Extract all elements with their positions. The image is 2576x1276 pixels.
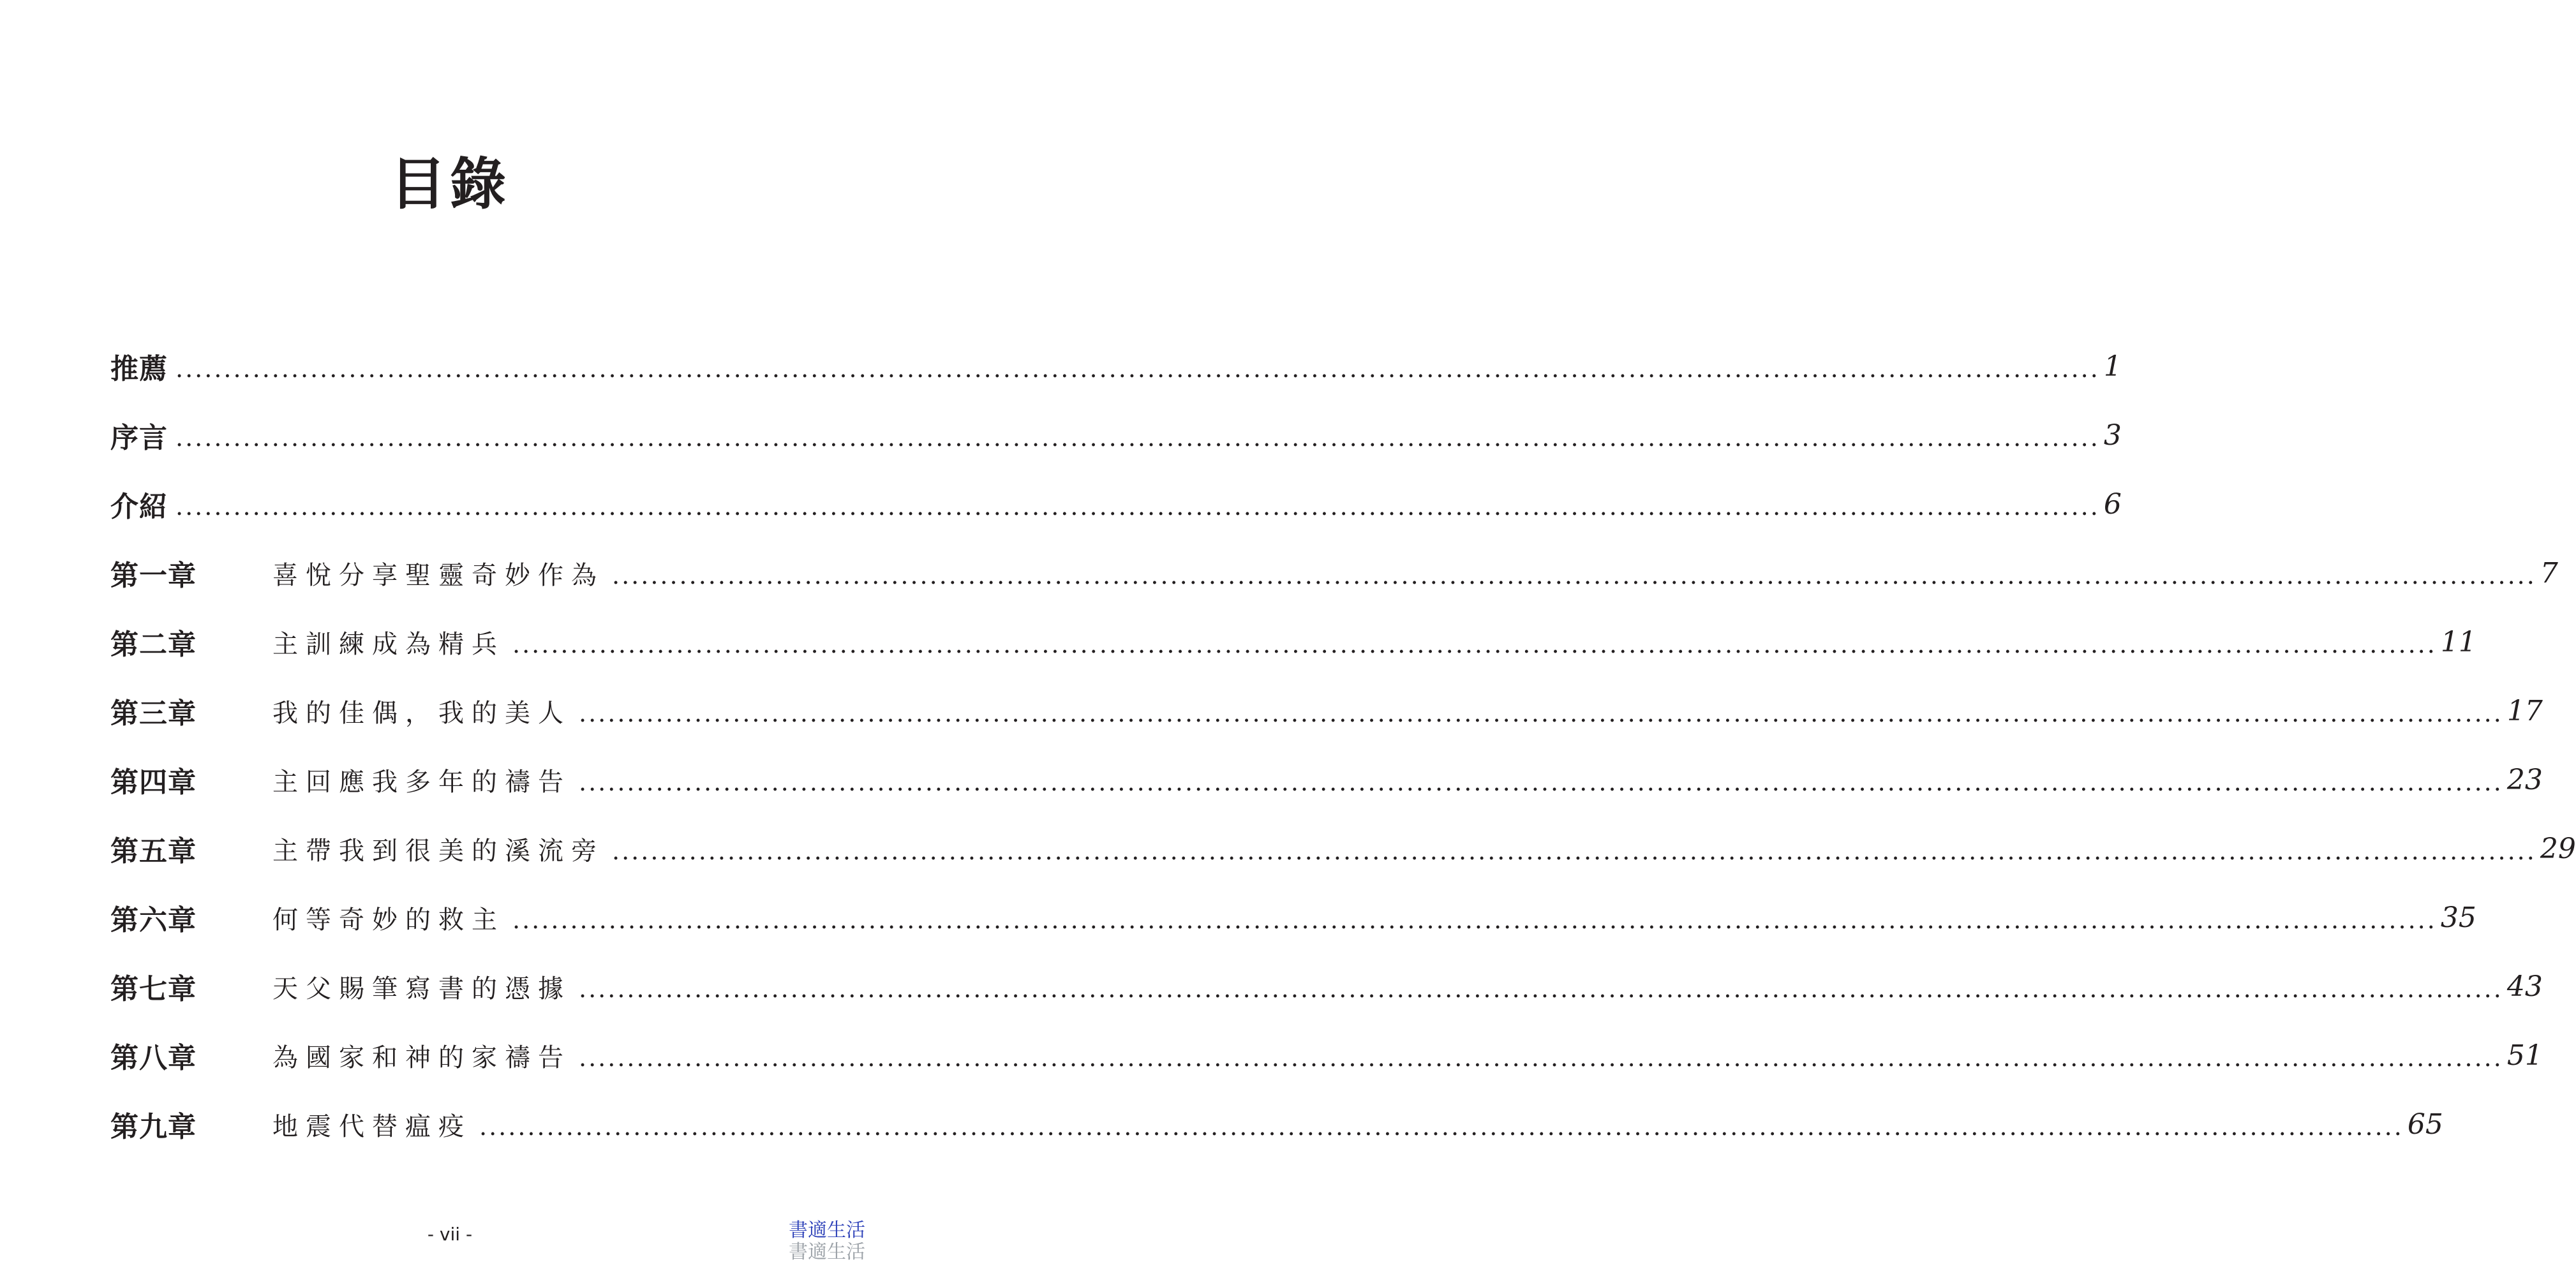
- toc-label: 介紹: [110, 491, 168, 523]
- leader-dots: ........................................................................................................................................................................................................: [612, 837, 2536, 865]
- toc-page-number: 51: [2506, 1039, 2543, 1072]
- toc-entry-title: 主帶我到很美的溪流旁: [272, 836, 604, 866]
- leader-dots: ........................................................................................................................................................................................................: [175, 355, 2100, 383]
- toc-page-number: 35: [2440, 901, 2476, 934]
- leader-dots: ........................................................................................................................................................................................................: [579, 699, 2503, 727]
- toc-page-number: 3: [2103, 419, 2122, 452]
- toc-label: 第四章: [110, 766, 197, 799]
- leader-dots: ........................................................................................................................................................................................................: [579, 975, 2503, 1003]
- toc-entry-title: 地震代替瘟疫: [272, 1111, 472, 1141]
- toc-page-number: 23: [2506, 763, 2543, 796]
- leader-dots: ........................................................................................................................................................................................................: [579, 1044, 2503, 1072]
- toc-page-number: 29: [2540, 832, 2576, 865]
- toc-row[interactable]: [110, 538, 2558, 607]
- toc-page-number: 7: [2540, 556, 2558, 590]
- toc-row[interactable]: [110, 401, 2122, 470]
- toc-label: 第七章: [110, 973, 197, 1005]
- toc-page-number: 43: [2506, 970, 2543, 1003]
- leader-dots: ........................................................................................................................................................................................................: [175, 424, 2100, 452]
- leader-dots: ........................................................................................................................................................................................................: [512, 906, 2437, 934]
- watermark-line: 書適生活: [789, 1241, 865, 1263]
- toc-label: 第九章: [110, 1111, 197, 1143]
- toc-label: 第二章: [110, 628, 197, 661]
- toc-label: 第五章: [110, 835, 197, 868]
- leader-dots: ........................................................................................................................................................................................................: [175, 493, 2100, 521]
- toc-label: 推薦: [110, 353, 168, 385]
- toc-label: 第六章: [110, 904, 197, 937]
- leader-dots: ........................................................................................................................................................................................................: [479, 1113, 2404, 1141]
- toc-entry-title: 為國家和神的家禱告: [272, 1042, 571, 1072]
- toc-entry-title: 天父賜筆寫書的憑據: [272, 974, 571, 1004]
- toc-row[interactable]: [110, 952, 2543, 1021]
- toc-row[interactable]: [110, 676, 2543, 745]
- toc-page-number: 6: [2103, 487, 2122, 521]
- toc-page-number: 11: [2440, 625, 2476, 658]
- toc-entry-title: 何等奇妙的救主: [272, 905, 505, 935]
- toc-row[interactable]: [110, 1090, 2443, 1159]
- watermark-line: 書適生活: [789, 1219, 865, 1242]
- page-title: 目錄: [389, 151, 510, 217]
- toc-entry-title: 喜悅分享聖靈奇妙作為: [272, 560, 604, 590]
- toc-row[interactable]: [110, 745, 2543, 814]
- toc-row[interactable]: [110, 470, 2122, 538]
- toc-entry-title: 主回應我多年的禱告: [272, 767, 571, 797]
- toc-row[interactable]: [110, 1021, 2543, 1090]
- toc-page-number: 1: [2103, 350, 2122, 383]
- toc-page-number: 65: [2407, 1108, 2443, 1141]
- toc-row[interactable]: [110, 883, 2476, 952]
- leader-dots: ........................................................................................................................................................................................................: [512, 630, 2437, 658]
- page-number-footer: - vii -: [427, 1224, 473, 1245]
- toc-label: 第一章: [110, 560, 197, 592]
- toc-row[interactable]: [110, 332, 2122, 401]
- toc-label: 第八章: [110, 1042, 197, 1074]
- toc-label: 序言: [110, 422, 168, 454]
- toc-page-number: 17: [2506, 694, 2543, 727]
- leader-dots: ........................................................................................................................................................................................................: [612, 561, 2536, 590]
- toc-row[interactable]: [110, 814, 2576, 883]
- toc-entry-title: 我的佳偶，我的美人: [272, 698, 571, 728]
- toc-label: 第三章: [110, 697, 197, 730]
- toc-entry-title: 主訓練成為精兵: [272, 629, 505, 659]
- leader-dots: ........................................................................................................................................................................................................: [579, 768, 2503, 796]
- table-of-contents: [110, 332, 2576, 1159]
- watermark: [789, 1220, 865, 1263]
- toc-row[interactable]: [110, 607, 2476, 676]
